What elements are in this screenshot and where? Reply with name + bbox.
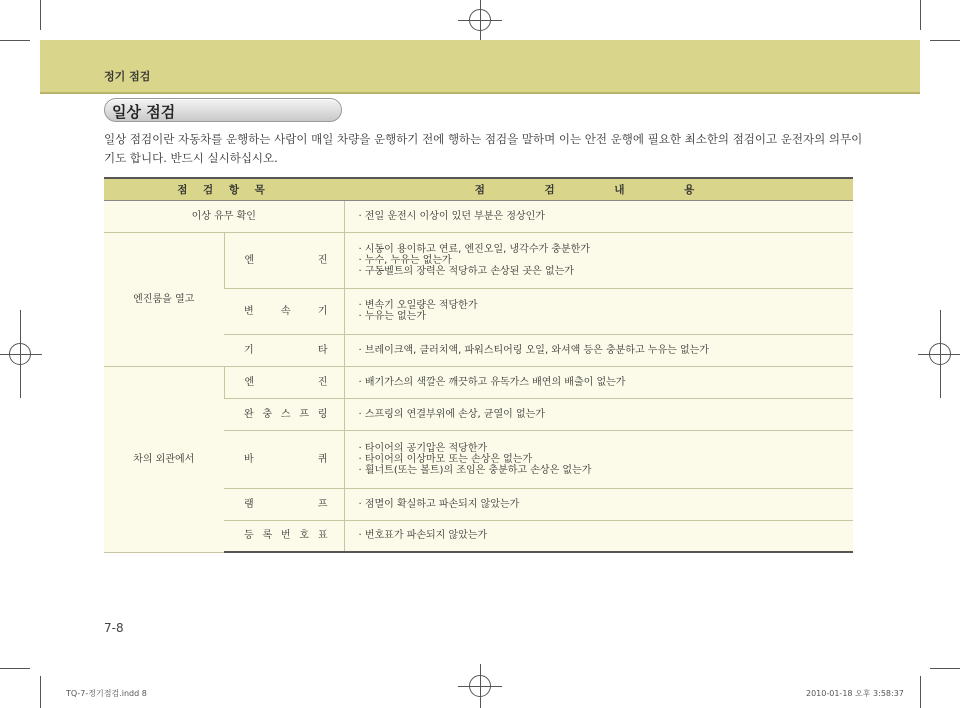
item-cell: 완 충 스 프 링 [224, 398, 344, 430]
item-cell: 등 록 번 호 표 [224, 520, 344, 552]
content-cell [344, 398, 853, 430]
content-cell [344, 334, 853, 366]
item-cell: 이상 유무 확인 [104, 200, 344, 232]
content-cell [344, 430, 853, 488]
content-cell [344, 200, 853, 232]
table-row [104, 232, 853, 288]
content-line: · 타이어의 이상마모 또는 손상은 없는가 [358, 453, 533, 465]
crop-mark [930, 668, 960, 669]
header-item: 점 검 항 목 [104, 178, 344, 200]
content-cell [344, 520, 853, 552]
content-line: · 휠너트(또는 볼트)의 조임은 충분하고 손상은 없는가 [358, 464, 592, 476]
content-cell [344, 288, 853, 334]
content-line: · 배기가스의 색깔은 깨끗하고 유독가스 배연의 배출이 없는가 [358, 376, 626, 388]
crop-mark [0, 40, 30, 41]
crop-mark [458, 20, 502, 21]
content-line: · 누유는 없는가 [358, 311, 426, 322]
crop-mark [918, 354, 960, 355]
content-line: · 점멸이 확실하고 파손되지 않았는가 [358, 498, 520, 510]
item-cell: 바 퀴 [224, 430, 344, 488]
group-cell-engine-room: 엔진룸을 열고 [104, 232, 224, 366]
item-cell: 기 타 [224, 334, 344, 366]
content-line: · 번호표가 파손되지 않았는가 [358, 530, 488, 542]
content-cell [344, 232, 853, 288]
crop-mark [920, 676, 921, 708]
table-row [104, 200, 853, 232]
item-cell: 램 프 [224, 488, 344, 520]
header-band [40, 40, 920, 92]
content-line: · 누수, 누유는 없는가 [358, 254, 452, 266]
content-cell [344, 488, 853, 520]
crop-mark [40, 676, 41, 708]
content-line: · 구동벨트의 장력은 적당하고 손상된 곳은 없는가 [358, 265, 574, 277]
page-title: 일상 점검 [112, 103, 176, 121]
content-line: · 시동이 용이하고 연료, 엔진오일, 냉각수가 충분한가 [358, 243, 590, 255]
content-line: · 전일 운전시 이상이 있던 부분은 정상인가 [358, 210, 545, 222]
section-label: 정기 점검 [104, 70, 151, 83]
content-line: · 스프링의 연결부위에 손상, 균열이 없는가 [358, 408, 545, 420]
crop-mark [0, 354, 42, 355]
content-line: · 변속기 오일량은 적당한가 [358, 300, 478, 311]
content-line: · 브레이크액, 클러치액, 파워스티어링 오일, 와셔액 등은 충분하고 누유는 없는가 [358, 344, 709, 356]
intro-paragraph: 일상 점검이란 자동차를 운행하는 사람이 매일 차량을 운행하기 전에 행하는 점검을 말하며 이는 안전 운행에 필요한 최소한의 점검이고 운전자의 의무이기도 합니다. 반드시 실시하십시오. [104, 132, 863, 165]
crop-mark [458, 686, 502, 687]
table-row [104, 366, 853, 398]
table-header-row [104, 178, 853, 200]
footer-stamp: 2010-01-18 오후 3:58:37 [806, 689, 904, 698]
item-cell: 엔 진 [224, 366, 344, 398]
crop-mark [0, 668, 30, 669]
crop-mark [40, 0, 41, 30]
crop-mark [920, 0, 921, 30]
item-cell: 변 속 기 [224, 288, 344, 334]
checklist-table [104, 177, 853, 553]
footer-file: TQ-7-정기점검.indd 8 [66, 689, 147, 698]
item-cell: 엔 진 [224, 232, 344, 288]
page-number: 7-8 [104, 621, 124, 635]
header-band-divider [40, 92, 920, 94]
group-cell-exterior: 차의 외관에서 [104, 366, 224, 552]
content-cell [344, 366, 853, 398]
content-line: · 타이어의 공기압은 적당한가 [358, 442, 488, 454]
crop-mark [930, 40, 960, 41]
header-content: 점 검 내 용 [344, 178, 853, 200]
